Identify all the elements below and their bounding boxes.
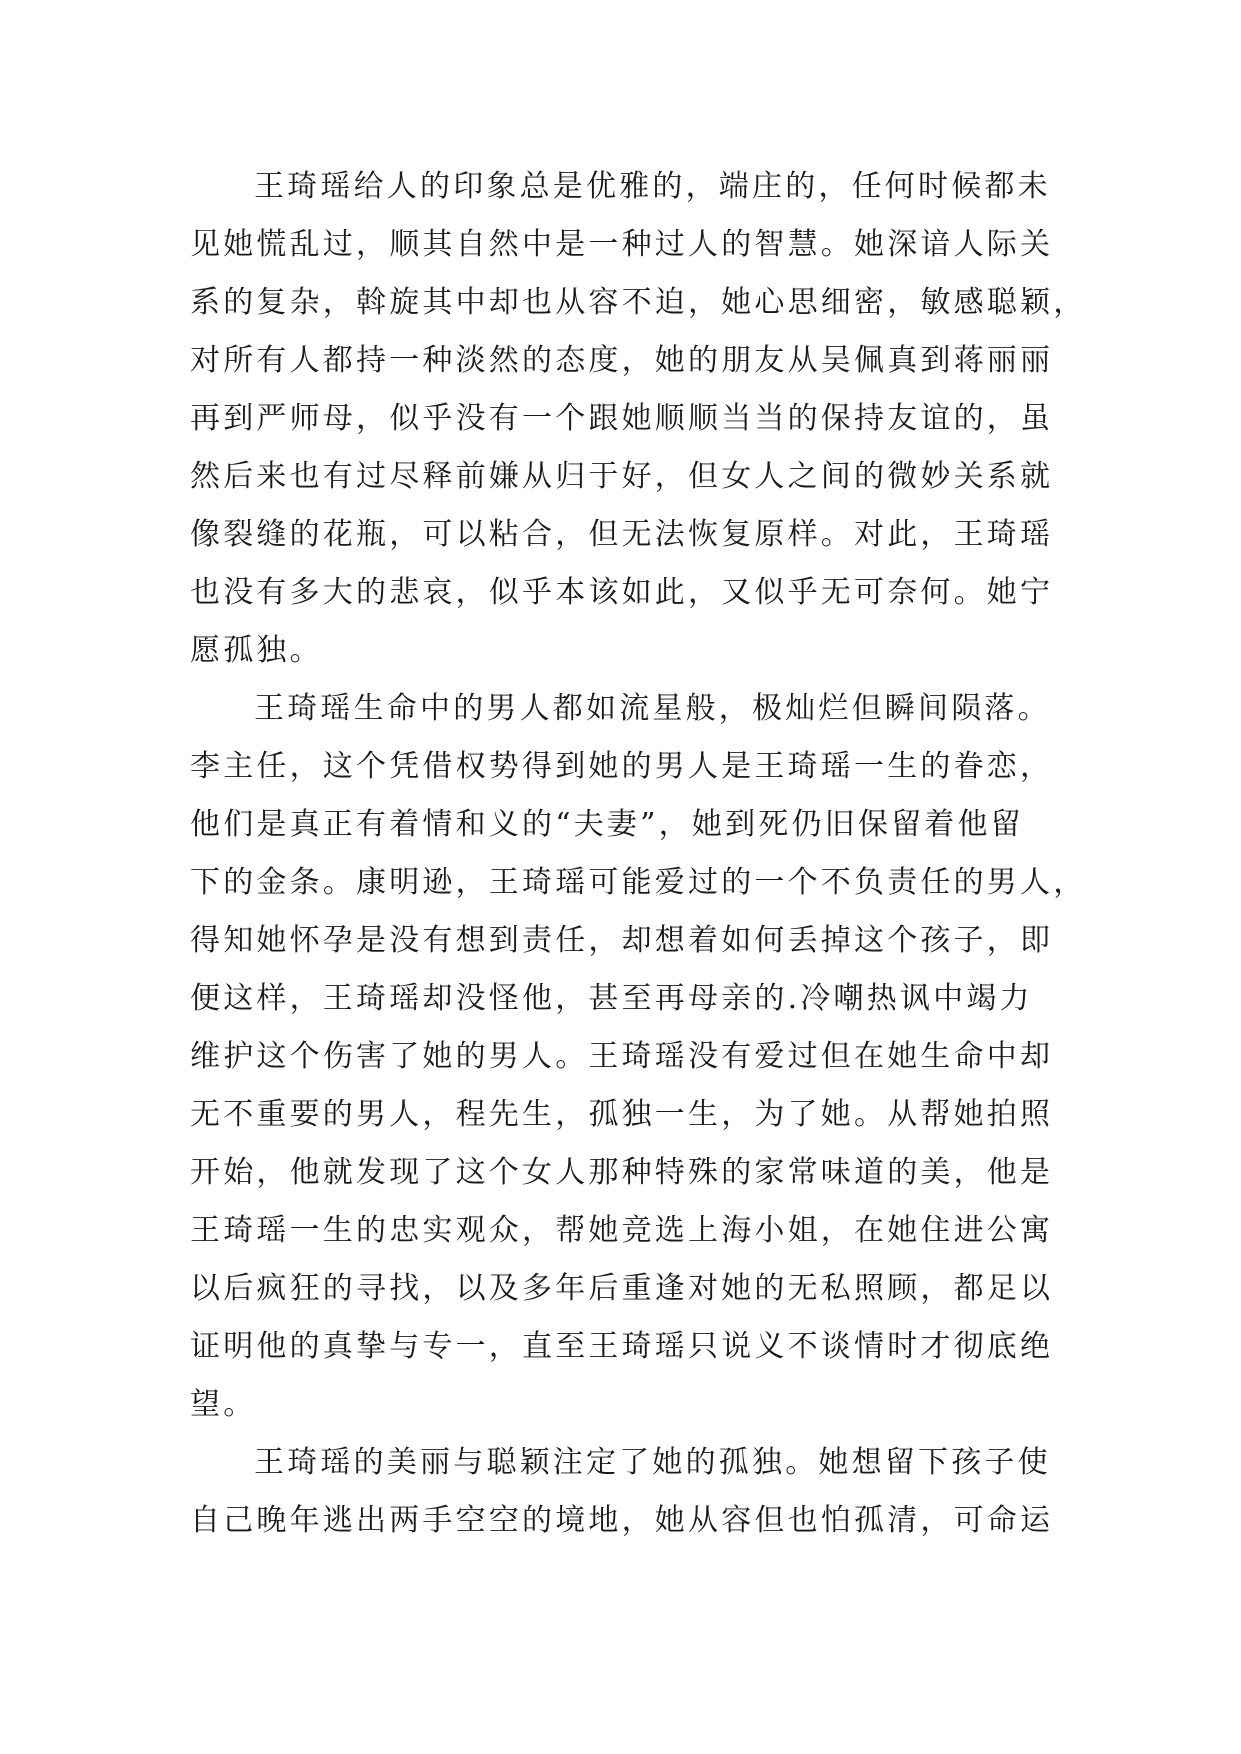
text-line: 以后疯狂的寻找，以及多年后重逢对她的无私照顾，都足以 (190, 1271, 1054, 1306)
text-line: 王琦瑶生命中的男人都如流星般，极灿烂但瞬间陨落。 (254, 691, 1051, 726)
text-line: 下的金条。康明逊，王琦瑶可能爱过的一个不负责任的男人， (190, 865, 1087, 900)
text-line: 再到严师母，似乎没有一个跟她顺顺当当的保持友谊的，虽 (190, 401, 1054, 436)
text-line: 得知她怀孕是没有想到责任，却想着如何丢掉这个孩子，即 (190, 923, 1054, 958)
paragraph-2 (190, 680, 1087, 1434)
text-line: 开始，他就发现了这个女人那种特殊的家常味道的美，他是 (190, 1155, 1054, 1190)
text-line: 见她慌乱过，顺其自然中是一种过人的智慧。她深谙人际关 (190, 227, 1054, 262)
text-line: 系的复杂，斡旋其中却也从容不迫，她心思细密，敏感聪颖， (190, 285, 1087, 320)
text-line: 愿孤独。 (190, 633, 323, 668)
paragraph-1 (190, 158, 1087, 680)
text-line: 对所有人都持一种淡然的态度，她的朋友从吴佩真到蒋丽丽 (190, 343, 1054, 378)
text-line: 也没有多大的悲哀，似乎本该如此，又似乎无可奈何。她宁 (190, 575, 1054, 610)
text-line: 王琦瑶的美丽与聪颖注定了她的孤独。她想留下孩子使 (254, 1445, 1051, 1480)
text-line: 自己晚年逃出两手空空的境地，她从容但也怕孤清，可命运 (190, 1503, 1054, 1538)
text-line: 证明他的真挚与专一，直至王琦瑶只说义不谈情时才彻底绝 (190, 1329, 1054, 1364)
text-line: 无不重要的男人，程先生，孤独一生，为了她。从帮她拍照 (190, 1097, 1054, 1132)
text-line: 王琦瑶给人的印象总是优雅的，端庄的，任何时候都未 (254, 169, 1051, 204)
text-line: 他们是真正有着情和义的“夫妻”，她到死仍旧保留着他留 (190, 807, 1024, 842)
text-line: 像裂缝的花瓶，可以粘合，但无法恢复原样。对此，王琦瑶 (190, 517, 1054, 552)
text-line: 维护这个伤害了她的男人。王琦瑶没有爱过但在她生命中却 (190, 1039, 1054, 1074)
paragraph-3 (190, 1434, 1070, 1550)
document-body (190, 158, 1087, 1550)
text-line: 然后来也有过尽释前嫌从归于好，但女人之间的微妙关系就 (190, 459, 1054, 494)
text-line: 李主任，这个凭借权势得到她的男人是王琦瑶一生的眷恋， (190, 749, 1054, 784)
text-line: 王琦瑶一生的忠实观众，帮她竞选上海小姐，在她住进公寓 (190, 1213, 1054, 1248)
text-line: 便这样，王琦瑶却没怪他，甚至再母亲的.冷嘲热讽中竭力 (190, 981, 1033, 1016)
text-line: 望。 (190, 1387, 257, 1422)
